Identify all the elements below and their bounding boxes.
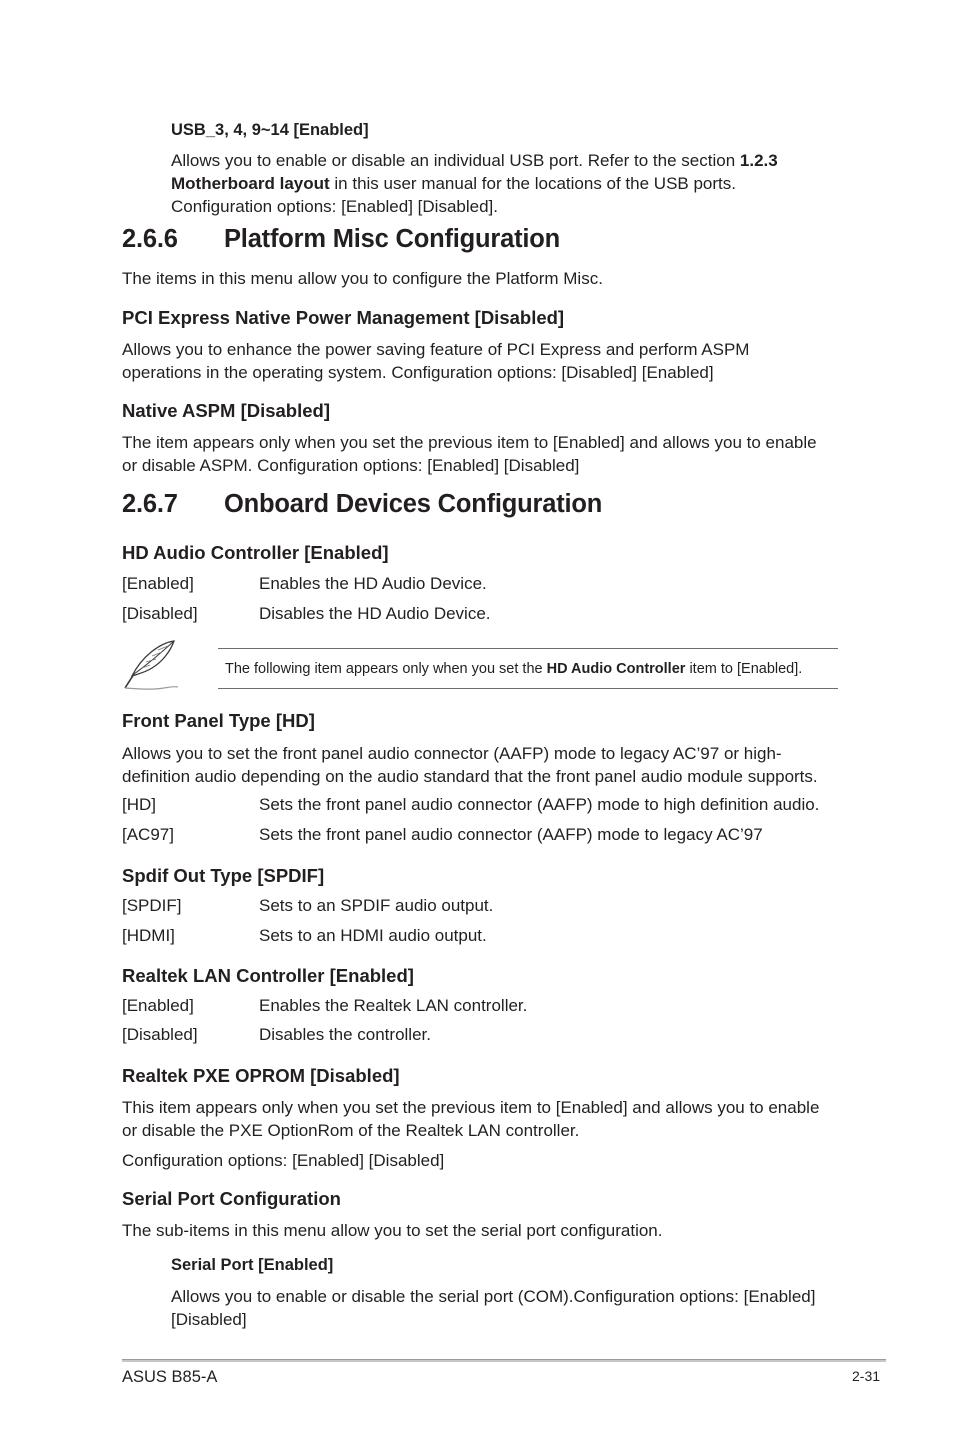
option-key: [SPDIF] [122, 896, 182, 915]
usb-ports-heading: USB_3, 4, 9~14 [Enabled] [171, 121, 369, 139]
note-top-rule [218, 648, 838, 649]
description-line: or disable ASPM. Configuration options: [Enabled] [Disabled] [122, 456, 580, 475]
usb-desc-text-2: in this user manual for the locations of the USB ports. [329, 174, 736, 193]
usb-desc-section-name: Motherboard layout [171, 174, 330, 193]
description-line: [Disabled] [171, 1310, 247, 1329]
option-value: Disables the HD Audio Device. [259, 604, 491, 623]
realtek-pxe-options: Configuration options: [Enabled] [Disabled] [122, 1151, 445, 1170]
option-value: Sets the front panel audio connector (AAFP) mode to legacy AC’97 [259, 825, 763, 844]
serial-config-heading: Serial Port Configuration [122, 1188, 341, 1209]
serial-port-description [171, 1285, 815, 1331]
note-bottom-rule [218, 688, 838, 689]
description-line: or disable the PXE OptionRom of the Realtek LAN controller. [122, 1121, 580, 1140]
option-key: [Disabled] [122, 604, 198, 623]
section-number: 2.6.7 [122, 490, 178, 518]
native-aspm-heading: Native ASPM [Disabled] [122, 400, 330, 421]
usb-desc-section-number: 1.2.3 [739, 151, 778, 170]
option-key: [Enabled] [122, 574, 194, 593]
option-value: Sets to an HDMI audio output. [259, 926, 487, 945]
option-key: [HDMI] [122, 926, 175, 945]
option-key: [Enabled] [122, 996, 194, 1015]
pcie-power-mgmt-heading: PCI Express Native Power Management [Disabled] [122, 307, 565, 328]
option-value: Sets to an SPDIF audio output. [259, 896, 494, 915]
realtek-lan-heading: Realtek LAN Controller [Enabled] [122, 965, 414, 986]
description-line: operations in the operating system. Configuration options: [Disabled] [Enabled] [122, 363, 714, 382]
footer-rule [122, 1359, 886, 1362]
hd-audio-heading: HD Audio Controller [Enabled] [122, 542, 389, 563]
spdif-heading: Spdif Out Type [SPDIF] [122, 865, 325, 886]
section-title: Onboard Devices Configuration [224, 490, 603, 518]
section-title: Platform Misc Configuration [224, 225, 561, 253]
serial-port-heading: Serial Port [Enabled] [171, 1256, 334, 1274]
footer-product-name: ASUS B85-A [122, 1368, 218, 1386]
front-panel-description [122, 742, 818, 788]
option-key: [AC97] [122, 825, 174, 844]
description-line: Allows you to enable or disable the serial port (COM).Configuration options: [Enabled] [171, 1287, 816, 1306]
feather-pen-icon [120, 638, 182, 696]
section-heading-2-6-7 [122, 490, 602, 519]
description-line: The item appears only when you set the previous item to [Enabled] and allows you to enable [122, 433, 817, 452]
usb-ports-description [171, 149, 851, 218]
option-key: [Disabled] [122, 1025, 198, 1044]
serial-config-intro: The sub-items in this menu allow you to set the serial port configuration. [122, 1221, 663, 1240]
pcie-power-mgmt-description [122, 338, 749, 384]
option-value: Enables the Realtek LAN controller. [259, 996, 528, 1015]
option-key: [HD] [122, 795, 156, 814]
description-line: This item appears only when you set the previous item to [Enabled] and allows you to enable [122, 1098, 820, 1117]
description-line: Allows you to enhance the power saving feature of PCI Express and perform ASPM [122, 340, 750, 359]
description-line: definition audio depending on the audio standard that the front panel audio module supports. [122, 767, 818, 786]
usb-desc-options: Configuration options: [Enabled] [Disabled]. [171, 197, 498, 216]
front-panel-heading: Front Panel Type [HD] [122, 710, 315, 731]
usb-desc-text-1: Allows you to enable or disable an individual USB port. Refer to the section [171, 151, 740, 170]
option-value: Disables the controller. [259, 1025, 431, 1044]
note-text [225, 661, 802, 677]
option-value: Enables the HD Audio Device. [259, 574, 487, 593]
realtek-pxe-description [122, 1096, 819, 1142]
note-text-part: The following item appears only when you set the [225, 661, 547, 677]
page-number: 2-31 [852, 1368, 881, 1384]
description-line: Allows you to set the front panel audio connector (AAFP) mode to legacy AC’97 or high- [122, 744, 782, 763]
native-aspm-description [122, 431, 817, 477]
note-text-part: item to [Enabled]. [685, 661, 803, 677]
realtek-pxe-heading: Realtek PXE OPROM [Disabled] [122, 1065, 400, 1086]
section-intro: The items in this menu allow you to configure the Platform Misc. [122, 269, 603, 288]
section-heading-2-6-6 [122, 225, 560, 254]
section-number: 2.6.6 [122, 225, 178, 253]
note-text-emphasis: HD Audio Controller [546, 661, 686, 677]
option-value: Sets the front panel audio connector (AAFP) mode to high definition audio. [259, 795, 820, 814]
